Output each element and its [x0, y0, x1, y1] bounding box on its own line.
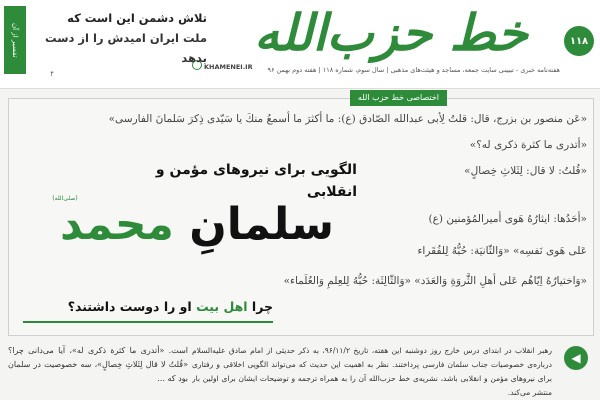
headline-word-mohammad: محمد — [59, 199, 174, 250]
hadith-line: عَلی هَوی نَفسِه» «وَالثّانیَة: حُبُّهُ لِلفُقَراء — [417, 245, 587, 257]
headline-word-salman: سلمانِ — [189, 199, 334, 250]
intro-paragraph: رهبر انقلاب در ابتدای درس خارج روز دوشنبه این هفته، تاریخ ۹۶/۱۱/۲، به ذکر حدیثی از امام صادق علیه‌السلام درباره‌ی خصوصیات جناب سلمان فارسی پرداختند. نظر به اهمیت این حدیث که می‌تواند الگویی اخلاقی و رفتاری برای نیروهای مؤمن و انقلابی باشد، نشریه‌ی خط حزب‌الله آن را به همراه ترجمه و توضیحات ایشان برای اولین بار منتشر می‌کند. — [192, 346, 552, 397]
hadith-line: «قُلتُ: لا قال: لِثَلاثِ خِصالٍ» — [464, 165, 587, 177]
subheadline: الگویی برای نیروهای مؤمن و انقلابی — [155, 162, 357, 200]
accent-rule — [23, 321, 273, 323]
teaser-headline[interactable] — [32, 8, 207, 68]
honorific-mark: (صلی‌الله) — [52, 195, 78, 202]
question-part-1: چرا — [251, 299, 273, 314]
hadith-line: «أتدری ما كثرة ذكری له؟» — [469, 139, 587, 151]
feature-panel — [8, 93, 594, 336]
publication-logo[interactable]: خط حزب‌الله — [254, 3, 528, 62]
issue-number-badge: ۱۱۸ — [564, 26, 594, 56]
section-tag: اختصاصی خط حزب الله — [350, 90, 447, 106]
hadith-line: «أحَدُها: ایثارُهُ هَوی أمیرالمُؤمنین (ع) — [428, 213, 587, 225]
arrow-icon: ◀ — [564, 346, 588, 370]
side-tag: تفسیر از آن — [4, 6, 26, 74]
hadith-line: «عَن منصور بن بزرج، قال: قلتُ لِأبی عبدالله الصّادق (ع): ما أكثرَ ما أسمعُ منكَ یا سَیّدی ذِكرَ سَلمانَ الفارسی» — [108, 113, 587, 125]
site-label: KHAMENEI.IR — [204, 63, 253, 71]
question-part-2: او را دوست داشتند؟ — [67, 299, 192, 314]
page-number: ۴ — [50, 70, 54, 78]
continuation-paragraph: است. «أتدری ما كثرة ذكری له»، آیا می‌دانی چرا؟ «قُلتُ لا قال لِثَلاثِ خِصالٍ»، سه خصوصیت در سلمان بود که ... — [8, 346, 188, 383]
question-part-ahlulbayt: اهل بیت — [196, 299, 248, 314]
question-headline — [23, 297, 273, 317]
issue-meta: هفته‌نامه خبری - تبیینی سایت جمعه، مساجد و هیئت‌های مذهبی | سال سوم، شماره ۱۱۸ | هفته دوم بهمن ۹۶ — [267, 66, 560, 74]
hadith-line: «وَاختیارُهُ اِیّاهُم عَلی أهلِ الثَّروَةِ وَالعَدَد» «وَالثّالِثَة: حُبُّهُ لِلعِلمِ وَالعُلَماء» — [283, 275, 587, 287]
teaser-line-2: ملت ایران امیدش را از دست بدهد — [45, 31, 207, 65]
teaser-line-1: تلاش دشمن این است که — [67, 11, 207, 25]
masthead — [0, 0, 600, 89]
